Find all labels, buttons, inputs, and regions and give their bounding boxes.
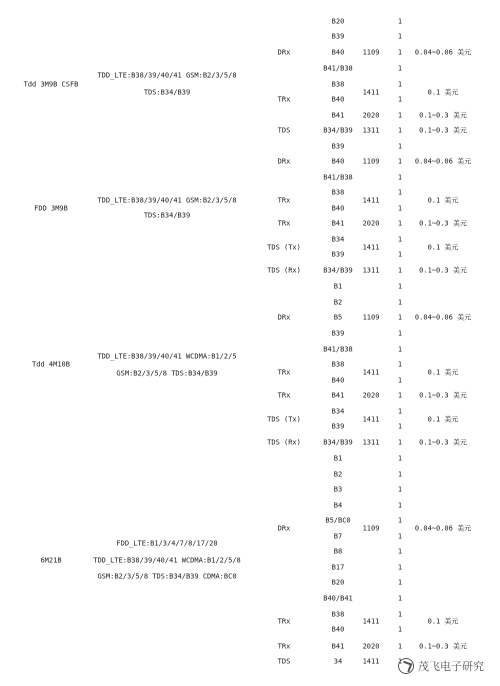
price-cell: 0.1 美元 — [427, 88, 459, 97]
band-cell: B4 — [333, 501, 343, 510]
band-cell: B8 — [333, 547, 343, 556]
band-config: TDD_LTE:B38/39/40/41 GSM:B2/3/5/8 — [97, 71, 237, 80]
count-cell: 1 — [397, 625, 403, 634]
band-cell: B41 — [331, 219, 345, 228]
band-cell: B3 — [333, 485, 343, 494]
price-cell: 0.1 美元 — [427, 243, 459, 252]
count-cell: 1 — [397, 594, 403, 603]
logo-icon — [398, 658, 414, 674]
mode-cell: TDS — [277, 657, 291, 666]
band-cell: B34 — [331, 407, 345, 416]
count-cell: 1 — [397, 235, 403, 244]
mode-cell: TDS (Rx) — [267, 438, 301, 447]
count-cell: 1 — [397, 547, 403, 556]
filter-code-cell: 2020 — [362, 219, 380, 228]
watermark — [398, 656, 484, 676]
band-cell: B17 — [331, 563, 345, 572]
band-cell: B34/B39 — [323, 438, 353, 447]
price-cell: 0.04~0.06 美元 — [414, 48, 472, 57]
count-cell: 1 — [397, 485, 403, 494]
band-cell: B39 — [331, 329, 345, 338]
band-cell: B38 — [331, 80, 345, 89]
band-cell: B39 — [331, 142, 345, 151]
filter-code-cell: 1411 — [362, 243, 380, 252]
price-cell: 0.1 美元 — [427, 196, 459, 205]
price-cell: 0.04~0.06 美元 — [414, 157, 472, 166]
price-cell: 0.04~0.06 美元 — [414, 524, 472, 533]
count-cell: 1 — [397, 64, 403, 73]
price-cell: 0.1~0.3 美元 — [419, 642, 467, 651]
filter-code-cell: 1411 — [362, 368, 380, 377]
count-cell: 1 — [397, 188, 403, 197]
filter-code-cell: 2020 — [362, 111, 380, 120]
model-name: Tdd 3M9B CSFB — [23, 80, 79, 89]
count-cell: 1 — [397, 157, 403, 166]
filter-code-cell: 1411 — [362, 196, 380, 205]
price-cell: 0.1~0.3 美元 — [419, 111, 467, 120]
filter-code-cell: 1411 — [362, 415, 380, 424]
filter-code-cell: 1311 — [362, 266, 380, 275]
band-config: TDD_LTE:B38/39/40/41 WCDMA:B1/2/5/8 — [93, 556, 241, 565]
mode-cell: TRx — [277, 95, 291, 104]
filter-code-cell: 2020 — [362, 391, 380, 400]
filter-code-cell: 1411 — [362, 617, 380, 626]
count-cell: 1 — [397, 266, 403, 275]
band-cell: B5 — [333, 313, 343, 322]
price-cell: 0.1~0.3 美元 — [419, 219, 467, 228]
price-cell: 0.1~0.3 美元 — [419, 126, 467, 135]
count-cell: 1 — [397, 111, 403, 120]
count-cell: 1 — [397, 391, 403, 400]
band-cell: B34/B39 — [323, 266, 353, 275]
band-cell: B40 — [331, 625, 345, 634]
band-cell: B38 — [331, 188, 345, 197]
count-cell: 1 — [397, 501, 403, 510]
band-cell: B40 — [331, 204, 345, 213]
count-cell: 1 — [397, 17, 403, 26]
mode-cell: TRx — [277, 617, 291, 626]
count-cell: 1 — [397, 329, 403, 338]
price-cell: 0.1~0.3 美元 — [419, 438, 467, 447]
band-cell: B41 — [331, 391, 345, 400]
count-cell: 1 — [397, 345, 403, 354]
band-cell: B40 — [331, 376, 345, 385]
filter-code-cell: 2020 — [362, 642, 380, 651]
price-cell: 0.1 美元 — [427, 617, 459, 626]
filter-code-cell: 1109 — [362, 313, 380, 322]
count-cell: 1 — [397, 516, 403, 525]
band-cell: B40/B41 — [323, 594, 353, 603]
count-cell: 1 — [397, 313, 403, 322]
mode-cell: TRx — [277, 368, 291, 377]
count-cell: 1 — [397, 563, 403, 572]
band-cell: B40 — [331, 95, 345, 104]
count-cell: 1 — [397, 422, 403, 431]
band-cell: B34 — [331, 235, 345, 244]
mode-cell: TDS (Tx) — [267, 415, 301, 424]
count-cell: 1 — [397, 642, 403, 651]
band-cell: B5/BC0 — [325, 516, 351, 525]
count-cell: 1 — [397, 282, 403, 291]
filter-code-cell: 1109 — [362, 524, 380, 533]
band-cell: B39 — [331, 250, 345, 259]
band-cell: B34/B39 — [323, 126, 353, 135]
band-cell: B40 — [331, 157, 345, 166]
count-cell: 1 — [397, 142, 403, 151]
model-name: FDD 3M9B — [34, 204, 68, 213]
count-cell: 1 — [397, 173, 403, 182]
mode-cell: DRx — [277, 157, 291, 166]
count-cell: 1 — [397, 250, 403, 259]
mode-cell: DRx — [277, 48, 291, 57]
band-config: GSM:B2/3/5/8 TDS:B34/B39 — [116, 369, 218, 378]
mode-cell: DRx — [277, 524, 291, 533]
count-cell: 1 — [397, 48, 403, 57]
band-cell: B1 — [333, 282, 343, 291]
band-cell: B38 — [331, 610, 345, 619]
count-cell: 1 — [397, 80, 403, 89]
count-cell: 1 — [397, 126, 403, 135]
band-config: TDS:B34/B39 — [143, 88, 191, 97]
mode-cell: TDS (Rx) — [267, 266, 301, 275]
band-cell: B7 — [333, 532, 343, 541]
count-cell: 1 — [397, 610, 403, 619]
count-cell: 1 — [397, 578, 403, 587]
price-cell: 0.1 美元 — [427, 415, 459, 424]
count-cell: 1 — [397, 298, 403, 307]
count-cell: 1 — [397, 532, 403, 541]
count-cell: 1 — [397, 219, 403, 228]
band-cell: B38 — [331, 360, 345, 369]
price-cell: 0.04~0.06 美元 — [414, 313, 472, 322]
filter-code-cell: 1109 — [362, 157, 380, 166]
band-cell: B2 — [333, 298, 343, 307]
count-cell: 1 — [397, 360, 403, 369]
model-name: Tdd 4M10B — [32, 360, 70, 369]
band-cell: 34 — [333, 657, 343, 666]
band-config: TDD_LTE:B38/39/40/41 GSM:B2/3/5/8 — [97, 196, 237, 205]
band-cell: B41/B38 — [323, 173, 353, 182]
mode-cell: TDS (Tx) — [267, 243, 301, 252]
band-cell: B41/B38 — [323, 345, 353, 354]
count-cell: 1 — [397, 438, 403, 447]
band-cell: B20 — [331, 17, 345, 26]
price-cell: 0.1~0.3 美元 — [419, 391, 467, 400]
count-cell: 1 — [397, 376, 403, 385]
filter-code-cell: 1109 — [362, 48, 380, 57]
count-cell: 1 — [397, 32, 403, 41]
mode-cell: TRx — [277, 196, 291, 205]
band-config: TDD_LTE:B38/39/40/41 WCDMA:B1/2/5 — [97, 352, 237, 361]
mode-cell: TDS — [277, 126, 291, 135]
band-cell: B1 — [333, 454, 343, 463]
band-cell: B2 — [333, 470, 343, 479]
band-config: FDD_LTE:B1/3/4/7/8/17/20 — [116, 539, 218, 548]
filter-code-cell: 1411 — [362, 88, 380, 97]
watermark-text: 茂飞电子研究 — [418, 660, 484, 673]
band-cell: B39 — [331, 422, 345, 431]
band-config: TDS:B34/B39 — [143, 211, 191, 220]
price-cell: 0.1 美元 — [427, 368, 459, 377]
mode-cell: TRx — [277, 391, 291, 400]
count-cell: 1 — [397, 204, 403, 213]
price-cell: 0.1~0.3 美元 — [419, 266, 467, 275]
band-cell: B41/B38 — [323, 64, 353, 73]
count-cell: 1 — [397, 657, 403, 666]
count-cell: 1 — [397, 454, 403, 463]
filter-code-cell: 1311 — [362, 438, 380, 447]
band-cell: B40 — [331, 48, 345, 57]
model-name: 6M21B — [40, 556, 62, 565]
band-config: GSM:B2/3/5/8 TDS:B34/B39 CDMA:BC0 — [97, 572, 237, 581]
count-cell: 1 — [397, 470, 403, 479]
mode-cell: TRx — [277, 642, 291, 651]
band-cell: B41 — [331, 642, 345, 651]
mode-cell: TRx — [277, 219, 291, 228]
filter-code-cell: 1411 — [362, 657, 380, 666]
band-cell: B41 — [331, 111, 345, 120]
filter-code-cell: 1311 — [362, 126, 380, 135]
count-cell: 1 — [397, 95, 403, 104]
mode-cell: DRx — [277, 313, 291, 322]
band-cell: B20 — [331, 578, 345, 587]
count-cell: 1 — [397, 407, 403, 416]
band-cell: B39 — [331, 32, 345, 41]
